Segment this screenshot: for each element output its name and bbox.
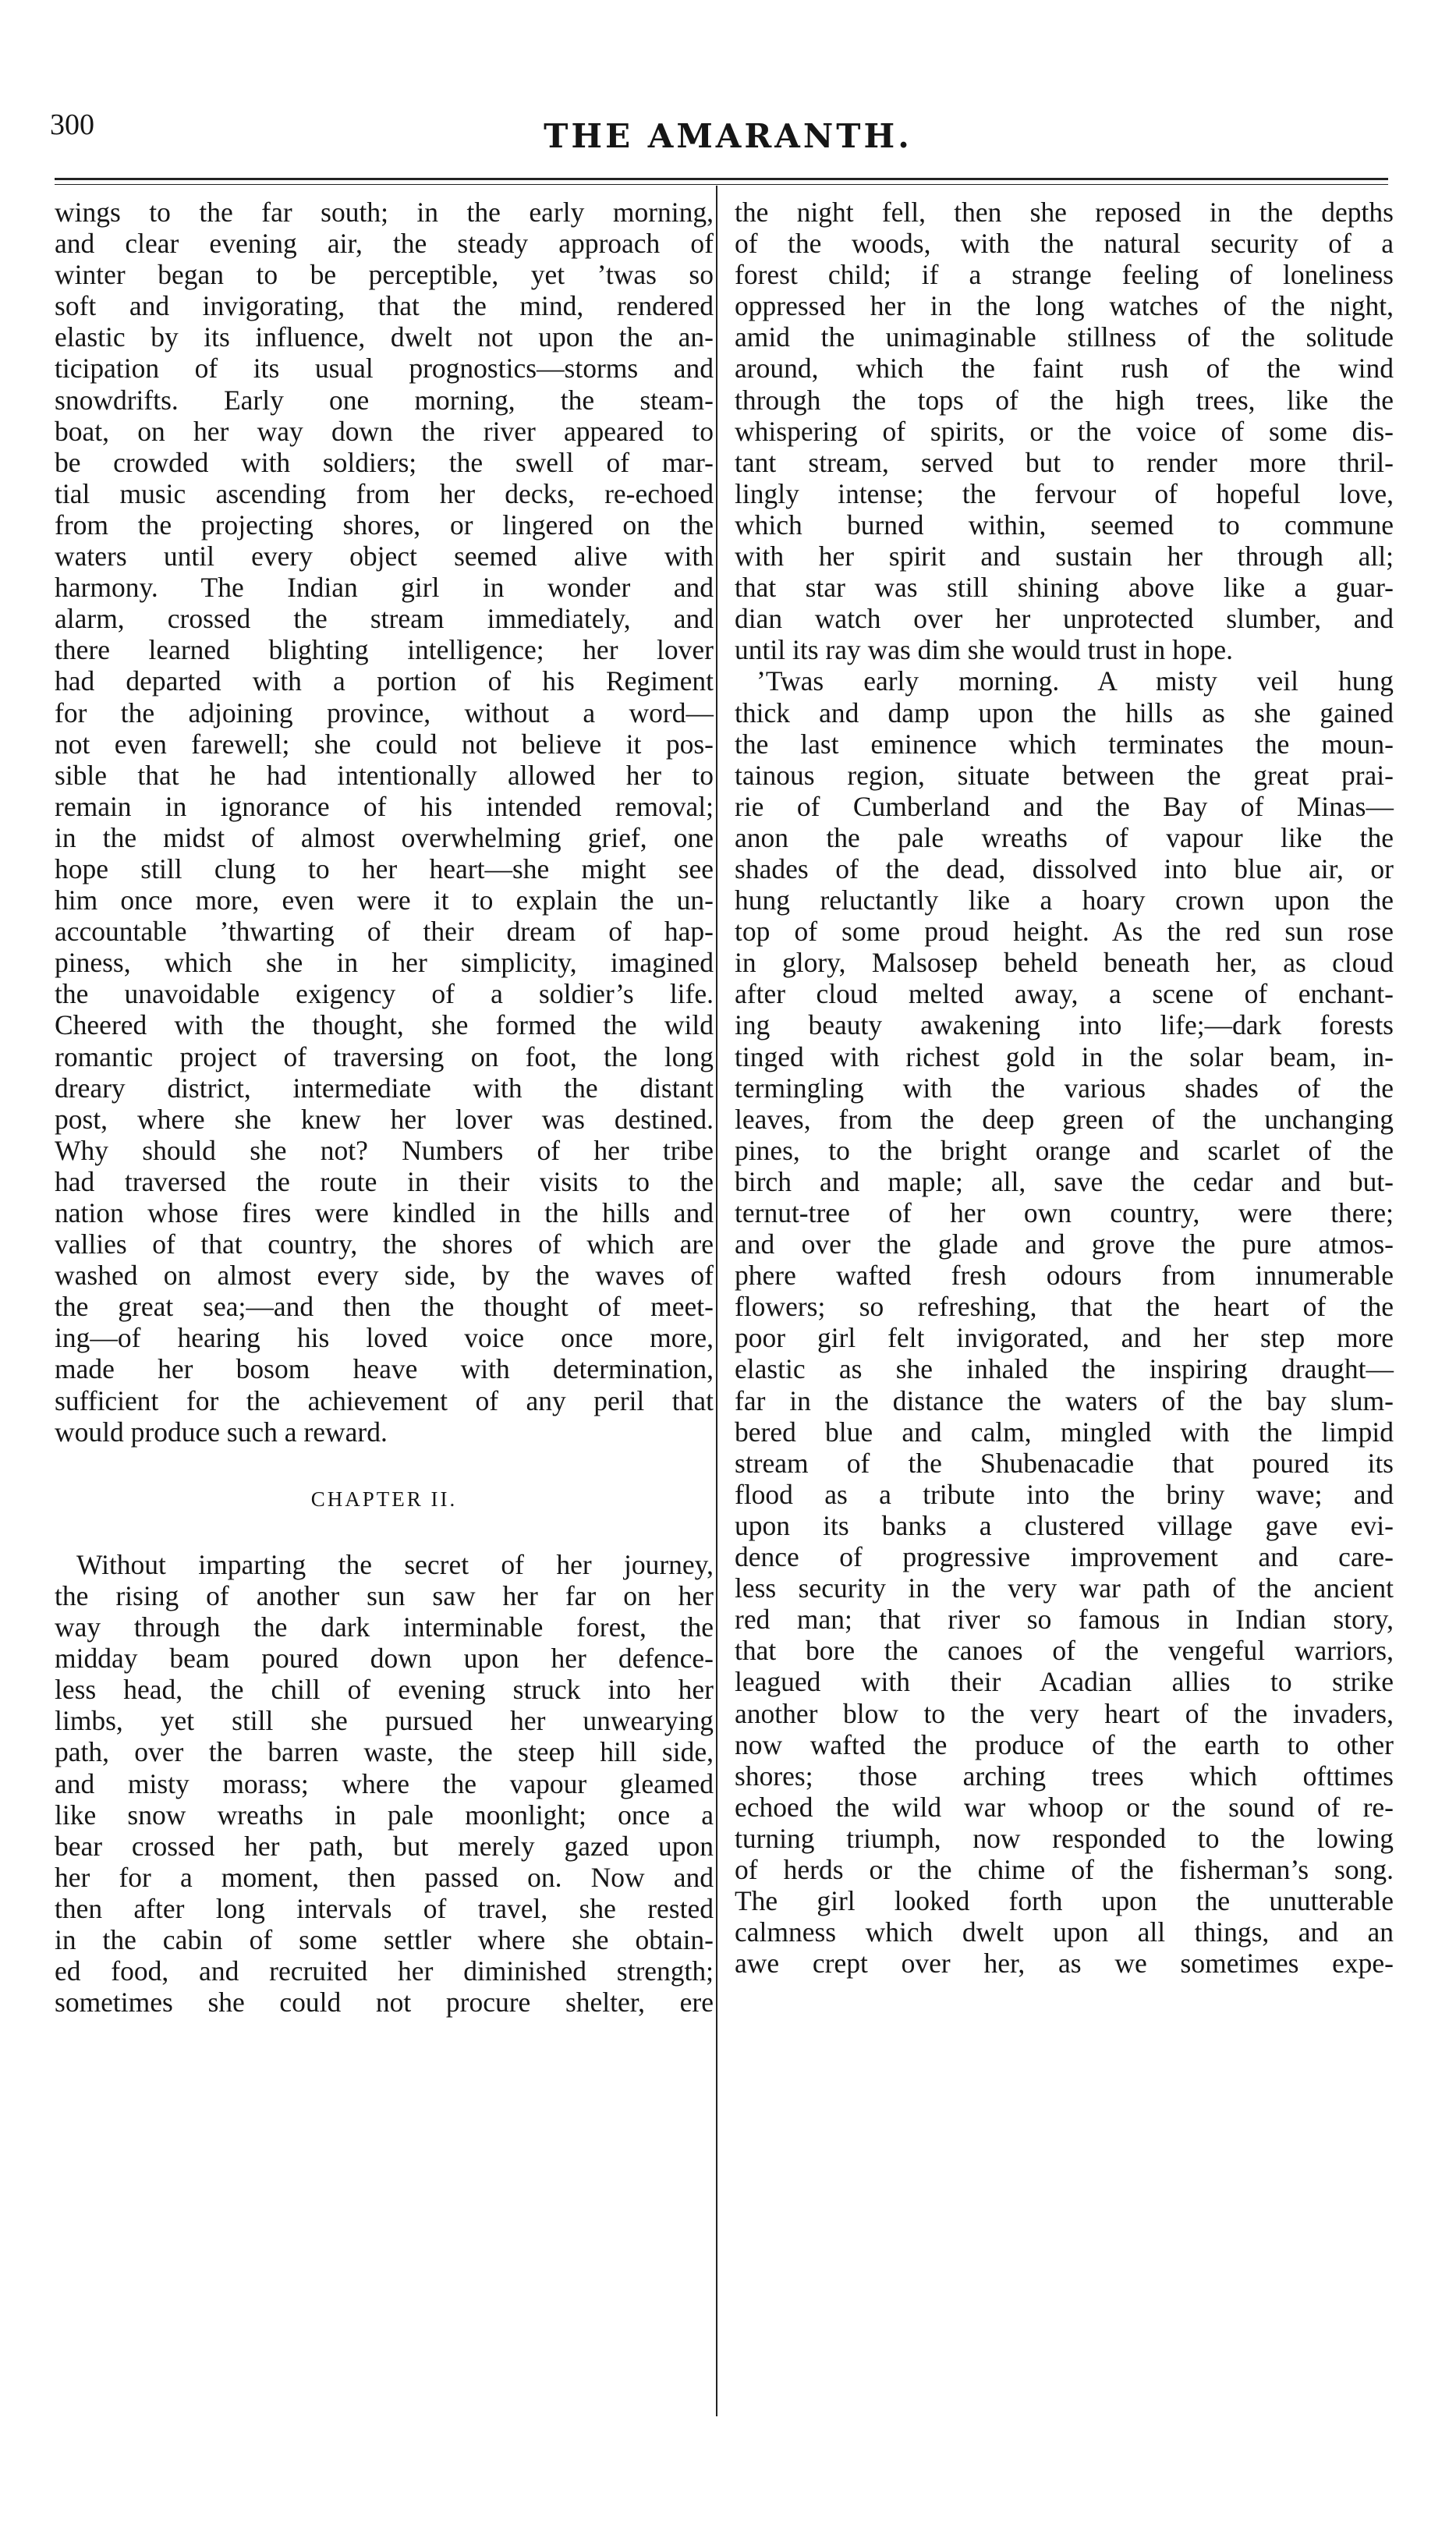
text-line: the unavoidable exigency of a soldier’s life.	[55, 978, 714, 1010]
text-line: hung reluctantly like a hoary crown upon the	[735, 884, 1394, 916]
text-line: flood as a tribute into the briny wave; and	[735, 1478, 1394, 1510]
text-line: bered blue and calm, mingled with the limpid	[735, 1416, 1394, 1448]
text-line: for the adjoining province, without a word—	[55, 697, 714, 728]
text-line: washed on almost every side, by the waves of	[55, 1260, 714, 1292]
text-line: leaves, from the deep green of the unchanging	[735, 1103, 1394, 1135]
text-line: sufficient for the achievement of any peril that	[55, 1384, 714, 1416]
text-line: boat, on her way down the river appeared to	[55, 415, 714, 447]
text-line: and over the glade and grove the pure atmos-	[735, 1228, 1394, 1260]
text-line: thick and damp upon the hills as she gained	[735, 697, 1394, 728]
text-line: shores; those arching trees which ofttimes	[735, 1760, 1394, 1792]
page-number: 300	[50, 108, 94, 141]
paragraph	[55, 197, 714, 1448]
text-line: tant stream, served but to render more thril-	[735, 446, 1394, 478]
text-line: snowdrifts. Early one morning, the steam-	[55, 384, 714, 416]
text-line: with her spirit and sustain her through all;	[735, 541, 1394, 572]
text-line: midday beam poured down upon her defence-	[55, 1643, 714, 1675]
text-line: another blow to the very heart of the invaders,	[735, 1697, 1394, 1729]
text-line: in the cabin of some settler where she obtain-	[55, 1923, 714, 1955]
text-line: less head, the chill of evening struck into her	[55, 1674, 714, 1706]
text-line: him once more, even were it to explain the un-	[55, 884, 714, 916]
text-line: sometimes she could not procure shelter, ere	[55, 1987, 714, 2019]
text-line: limbs, yet still she pursued her unwearying	[55, 1705, 714, 1737]
text-line: piness, which she in her simplicity, imagined	[55, 947, 714, 979]
text-line: tainous region, situate between the great prai-	[735, 759, 1394, 791]
text-line: of the woods, with the natural security of a	[735, 228, 1394, 260]
right-column	[735, 197, 1394, 1979]
text-line: that star was still shining above like a guar-	[735, 572, 1394, 604]
text-line: upon its banks a clustered village gave evi-	[735, 1509, 1394, 1541]
text-line: rie of Cumberland and the Bay of Minas—	[735, 790, 1394, 822]
text-line: termingling with the various shades of the	[735, 1072, 1394, 1104]
text-line: Cheered with the thought, she formed the wild	[55, 1009, 714, 1041]
text-line: echoed the wild war whoop or the sound of re-	[735, 1791, 1394, 1823]
text-line: dreary district, intermediate with the distant	[55, 1072, 714, 1104]
text-line: The girl looked forth upon the unutterable	[735, 1885, 1394, 1917]
text-line: now wafted the produce of the earth to other	[735, 1728, 1394, 1760]
text-line: vallies of that country, the shores of which are	[55, 1228, 714, 1260]
text-line: phere wafted fresh odours from innumerable	[735, 1260, 1394, 1292]
text-line: the night fell, then she reposed in the depths	[735, 197, 1394, 228]
text-line: romantic project of traversing on foot, the long	[55, 1040, 714, 1072]
text-line: after cloud melted away, a scene of enchant-	[735, 978, 1394, 1010]
text-line: ing beauty awakening into life;—dark forests	[735, 1009, 1394, 1041]
text-line: made her bosom heave with determination,	[55, 1353, 714, 1385]
text-line: Why should she not? Numbers of her tribe	[55, 1134, 714, 1166]
text-line: be crowded with soldiers; the swell of mar-	[55, 446, 714, 478]
text-line: sible that he had intentionally allowed her to	[55, 759, 714, 791]
text-line: oppressed her in the long watches of the night,	[735, 290, 1394, 322]
text-line: ’Twas early morning. A misty veil hung	[756, 665, 1394, 697]
text-line: not even farewell; she could not believe it pos-	[55, 728, 714, 760]
text-line: the great sea;—and then the thought of meet-	[55, 1291, 714, 1323]
text-line: awe crept over her, as we sometimes expe-	[735, 1948, 1394, 1980]
text-line: had departed with a portion of his Regiment	[55, 665, 714, 697]
text-line: of herds or the chime of the fisherman’s song.	[735, 1853, 1394, 1885]
text-line: forest child; if a strange feeling of loneliness	[735, 259, 1394, 291]
text-line: ed food, and recruited her diminished strength;	[55, 1955, 714, 1987]
left-column	[55, 197, 714, 2018]
text-line: accountable ’thwarting of their dream of hap-	[55, 916, 714, 948]
text-line: dence of progressive improvement and care-	[735, 1541, 1394, 1573]
text-line: there learned blighting intelligence; her lover	[55, 634, 714, 666]
text-line: harmony. The Indian girl in wonder and	[55, 572, 714, 604]
text-line: in the midst of almost overwhelming grief, one	[55, 821, 714, 853]
paragraph	[735, 665, 1394, 1979]
text-line: and clear evening air, the steady approach of	[55, 228, 714, 260]
text-line: the last eminence which terminates the moun-	[735, 728, 1394, 760]
text-line: until its ray was dim she would trust in hope.	[735, 634, 1233, 666]
text-line: then after long intervals of travel, she rested	[55, 1892, 714, 1924]
header-rule-thin	[55, 184, 1388, 185]
text-line: whispering of spirits, or the voice of some dis-	[735, 415, 1394, 447]
text-line: soft and invigorating, that the mind, rendered	[55, 290, 714, 322]
text-line: the rising of another sun saw her far on her	[55, 1579, 714, 1611]
text-line: less security in the very war path of the ancient	[735, 1572, 1394, 1604]
text-line: ticipation of its usual prognostics—storms and	[55, 353, 714, 385]
text-line: had traversed the route in their visits to the	[55, 1165, 714, 1197]
text-line: nation whose fires were kindled in the hills and	[55, 1197, 714, 1228]
text-line: tinged with richest gold in the solar beam, in-	[735, 1040, 1394, 1072]
text-line: would produce such a reward.	[55, 1416, 388, 1448]
text-line: stream of the Shubenacadie that poured its	[735, 1447, 1394, 1479]
text-line: anon the pale wreaths of vapour like the	[735, 821, 1394, 853]
text-line: top of some proud height. As the red sun rose	[735, 916, 1394, 948]
text-line: elastic as she inhaled the inspiring draught—	[735, 1353, 1394, 1385]
text-line: remain in ignorance of his intended removal;	[55, 790, 714, 822]
text-line: elastic by its influence, dwelt not upon the an-	[55, 321, 714, 353]
text-line: post, where she knew her lover was destined.	[55, 1103, 714, 1135]
text-line: shades of the dead, dissolved into blue air, or	[735, 852, 1394, 884]
text-line: tial music ascending from her decks, re-echoed	[55, 477, 714, 509]
text-line: Without imparting the secret of her journey,	[76, 1548, 714, 1580]
text-line: pines, to the bright orange and scarlet of the	[735, 1134, 1394, 1166]
text-line: through the tops of the high trees, like the	[735, 384, 1394, 416]
text-line: that bore the canoes of the vengeful warriors,	[735, 1635, 1394, 1667]
text-line: ternut-tree of her own country, were there;	[735, 1197, 1394, 1228]
text-line: alarm, crossed the stream immediately, and	[55, 603, 714, 635]
text-line: in glory, Malsosep beheld beneath her, as cloud	[735, 947, 1394, 979]
paragraph	[55, 1549, 714, 2018]
text-line: far in the distance the waters of the bay slum-	[735, 1384, 1394, 1416]
text-line: flowers; so refreshing, that the heart of the	[735, 1291, 1394, 1323]
chapter-heading: CHAPTER II.	[310, 1487, 458, 1511]
text-line: wings to the far south; in the early morning,	[55, 197, 714, 228]
text-line: turning triumph, now responded to the lowing	[735, 1822, 1394, 1854]
text-line: poor girl felt invigorated, and her step more	[735, 1322, 1394, 1354]
paragraph	[735, 197, 1394, 665]
text-line: leagued with their Acadian allies to strike	[735, 1666, 1394, 1698]
text-line: ing—of hearing his loved voice once more,	[55, 1322, 714, 1354]
text-line: dian watch over her unprotected slumber, and	[735, 603, 1394, 635]
text-line: birch and maple; all, save the cedar and but-	[735, 1165, 1394, 1197]
column-divider	[716, 186, 717, 2416]
journal-title: THE AMARANTH.	[544, 117, 912, 155]
text-line: bear crossed her path, but merely gazed upon	[55, 1830, 714, 1862]
text-line: hope still clung to her heart—she might see	[55, 852, 714, 884]
text-line: around, which the faint rush of the wind	[735, 353, 1394, 385]
text-line: winter began to be perceptible, yet ’twas so	[55, 259, 714, 291]
text-line: way through the dark interminable forest, the	[55, 1611, 714, 1643]
text-line: like snow wreaths in pale moonlight; once a	[55, 1799, 714, 1831]
text-line: amid the unimaginable stillness of the solitude	[735, 321, 1394, 353]
text-line: calmness which dwelt upon all things, and an	[735, 1916, 1394, 1948]
text-line: and misty morass; where the vapour gleamed	[55, 1767, 714, 1799]
text-line: path, over the barren waste, the steep hill side,	[55, 1736, 714, 1768]
text-line: from the projecting shores, or lingered on the	[55, 509, 714, 541]
text-line: waters until every object seemed alive with	[55, 541, 714, 572]
text-line: red man; that river so famous in Indian story,	[735, 1604, 1394, 1636]
header-rule	[55, 178, 1388, 180]
text-line: lingly intense; the fervour of hopeful love,	[735, 477, 1394, 509]
text-line: her for a moment, then passed on. Now and	[55, 1861, 714, 1893]
text-line: which burned within, seemed to commune	[735, 509, 1394, 541]
